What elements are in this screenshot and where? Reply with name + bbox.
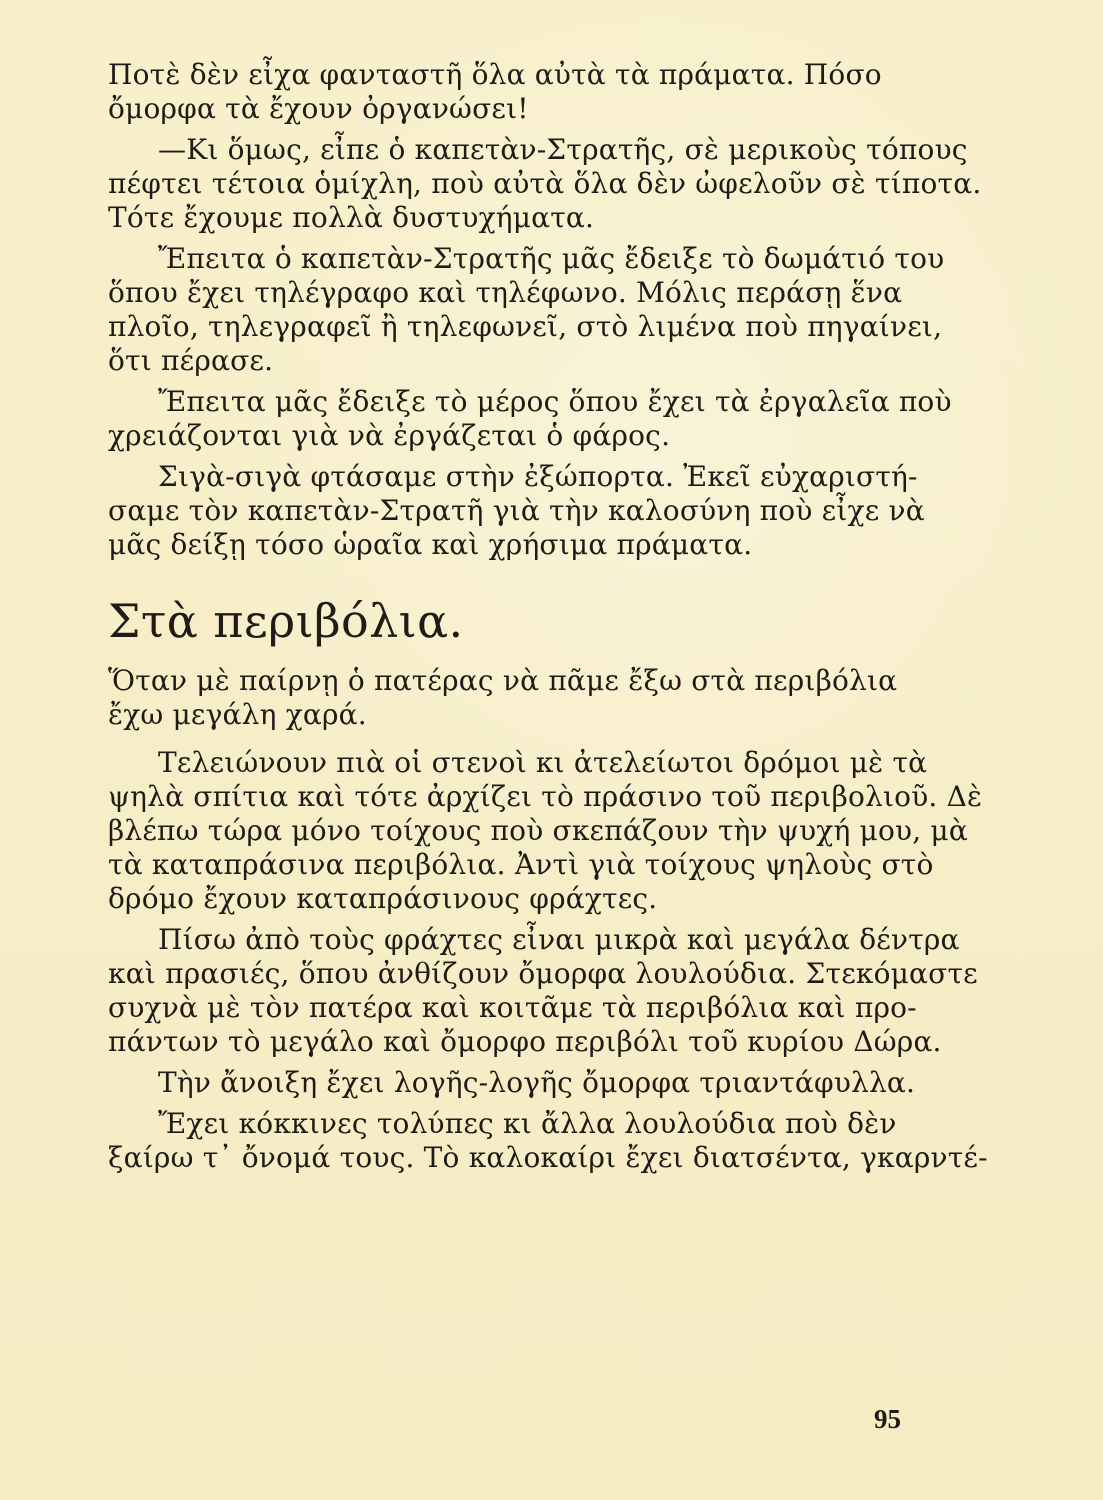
text-line: Ἔπειτα μᾶς ἔδειξε τὸ μέρος ὅπου ἔχει τὰ ἐργαλεῖα ποὺ xyxy=(158,385,952,418)
text-line: πέφτει τέτοια ὁμίχλη, ποὺ αὐτὰ ὅλα δὲν ὠφελοῦν σὲ τίποτα. xyxy=(108,167,982,200)
text-line: Ποτὲ δὲν εἶχα φανταστῆ ὅλα αὐτὰ τὰ πράματα. Πόσο xyxy=(108,58,882,91)
text-line: δρόμο ἔχουν καταπράσινους φράχτες. xyxy=(108,882,658,915)
section-heading: Στὰ περιβόλια. xyxy=(108,594,464,648)
text-line: —Κι ὅμως, εἶπε ὁ καπετὰν-Στρατῆς, σὲ μερικοὺς τόπους xyxy=(158,133,968,166)
text-line: σαμε τὸν καπετὰν-Στρατῆ γιὰ τὴν καλοσύνη ποὺ εἶχε νὰ xyxy=(108,494,925,527)
text-line: ἔχω μεγάλη χαρά. xyxy=(108,698,367,731)
text-line: συχνὰ μὲ τὸν πατέρα καὶ κοιτᾶμε τὰ περιβόλια καὶ προ- xyxy=(108,991,917,1024)
text-line: Ἔπειτα ὁ καπετὰν-Στρατῆς μᾶς ἔδειξε τὸ δωμάτιό του xyxy=(158,242,945,275)
text-line: ὅτι πέρασε. xyxy=(108,344,274,377)
page-text xyxy=(108,58,988,1175)
text-line: καὶ πρασιές, ὅπου ἀνθίζουν ὄμορφα λουλούδια. Στεκόμαστε xyxy=(108,957,978,990)
text-line: Ὅταν μὲ παίρνῃ ὁ πατέρας νὰ πᾶμε ἔξω στὰ περιβόλια xyxy=(108,664,898,697)
text-line: Πίσω ἀπὸ τοὺς φράχτες εἶναι μικρὰ καὶ μεγάλα δέντρα xyxy=(158,923,960,956)
text-line: πλοῖο, τηλεγραφεῖ ἢ τηλεφωνεῖ, στὸ λιμένα ποὺ πηγαίνει, xyxy=(108,310,943,343)
text-line: ψηλὰ σπίτια καὶ τότε ἀρχίζει τὸ πράσινο τοῦ περιβολιοῦ. Δὲ xyxy=(108,780,983,813)
text-line: Ἔχει κόκκινες τολύπες κι ἄλλα λουλούδια ποὺ δὲν xyxy=(158,1107,897,1140)
text-line: Τὴν ἄνοιξη ἔχει λογῆς-λογῆς ὄμορφα τριαντάφυλλα. xyxy=(158,1066,916,1099)
text-line: ξαίρω τ᾽ ὄνομά τους. Τὸ καλοκαίρι ἔχει διατσέντα, γκαρντέ- xyxy=(108,1141,988,1174)
text-line: Τελειώνουν πιὰ οἱ στενοὶ κι ἀτελείωτοι δρόμοι μὲ τὰ xyxy=(158,746,928,779)
text-line: χρειάζονται γιὰ νὰ ἐργάζεται ὁ φάρος. xyxy=(108,419,671,452)
text-line: πάντων τὸ μεγάλο καὶ ὄμορφο περιβόλι τοῦ κυρίου Δώρα. xyxy=(108,1025,942,1058)
text-line: τὰ καταπράσινα περιβόλια. Ἀντὶ γιὰ τοίχους ψηλοὺς στὸ xyxy=(108,848,934,881)
text-line: Τότε ἔχουμε πολλὰ δυστυχήματα. xyxy=(108,201,595,234)
text-line: ὄμορφα τὰ ἔχουν ὀργανώσει! xyxy=(108,92,529,125)
text-line: βλέπω τώρα μόνο τοίχους ποὺ σκεπάζουν τὴν ψυχή μου, μὰ xyxy=(108,814,968,847)
text-line: ὅπου ἔχει τηλέγραφο καὶ τηλέφωνο. Μόλις περάσῃ ἕνα xyxy=(108,276,903,309)
page-number: 95 xyxy=(874,1404,901,1434)
text-line: Σιγὰ-σιγὰ φτάσαμε στὴν ἐξώπορτα. Ἐκεῖ εὐχαριστή- xyxy=(158,460,918,493)
text-line: μᾶς δείξῃ τόσο ὡραῖα καὶ χρήσιμα πράματα. xyxy=(108,528,753,561)
